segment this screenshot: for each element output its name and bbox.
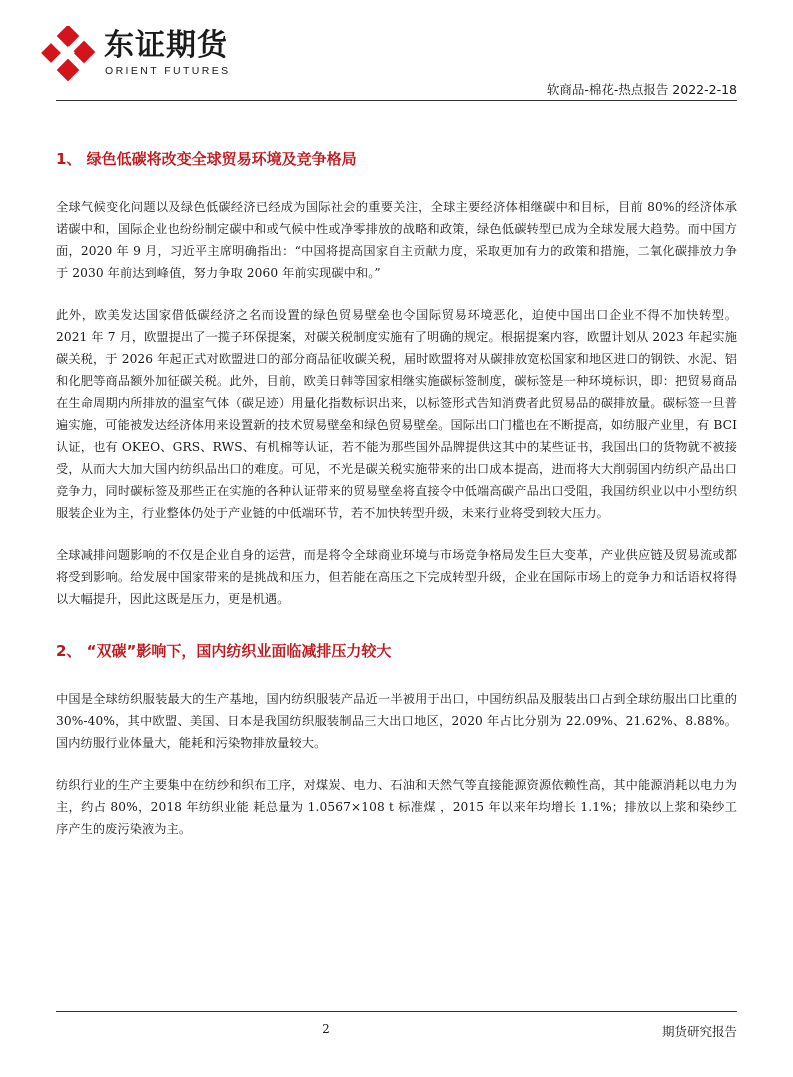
footer-label: 期货研究报告 bbox=[661, 1024, 737, 1039]
report-title: 软商品-棉花-热点报告 2022-2-18 bbox=[546, 82, 737, 97]
company-logo bbox=[40, 26, 260, 82]
paragraph: 此外，欧美发达国家借低碳经济之名而设置的绿色贸易壁垒也令国际贸易环境恶化，迫使中国出口企业不得不加快转型。2021 年 7 月，欧盟提出了一揽子环保提案，对碳关税制度实施有了明确的规定。根据提案内容，欧盟计划从 2023 年起实施碳关税，于 2026 年起正式对欧盟进口的部分商品征收碳关税，届时欧盟将对从碳排放宽松国家和地区进口的钢铁、水泥、铝和化肥等商品额外加征碳关税。此外，目前，欧美日韩等国家相继实施碳标签制度，碳标签是一种环境标识，即：把贸易商品在生命周期内所排放的温室气体（碳足迹）用量化指数标识出来，以标签形式告知消费者此贸易品的碳排放量。碳标签一旦普遍实施，可能被发达经济体用来设置新的技术贸易壁垒和绿色贸易壁垒。国际出口门槛也在不断提高，如纺服产业里，有 BCI 认证，也有 OKEO、GRS、RWS、有机棉等认证，若不能为那些国外品牌提供这其中的某些证书，我国出口的货物就不被接受，从而大大加大国内纺织品出口的难度。可见，不光是碳关税实施带来的出口成本提高，进而将大大削弱国内纺织产品出口竞争力，同时碳标签及那些正在实施的各种认证带来的贸易壁垒将直接令中低端高碳产品出口受阻，我国纺织业以中小型纺织服装企业为主，行业整体仍处于产业链的中低端环节，若不加快转型升级，未来行业将受到较大压力。 bbox=[56, 308, 737, 520]
logo-name-en: ORIENT FUTURES bbox=[105, 65, 231, 77]
paragraph: 纺织行业的生产主要集中在纺纱和织布工序，对煤炭、电力、石油和天然气等直接能源资源依赖性高，其中能源消耗以电力为主，约占 80%，2018 年纺织业能 耗总量为 1.0567×108 t 标准煤 ，2015 年以来年均增长 1.1%；排放以上浆和染纱工序产生的废污染液为主。 bbox=[56, 778, 737, 836]
section-heading: 2、 “双碳”影响下，国内纺织业面临减排压力较大 bbox=[56, 642, 392, 660]
section-2 bbox=[56, 640, 737, 840]
footer-divider bbox=[56, 1011, 737, 1012]
paragraph: 中国是全球纺织服装最大的生产基地，国内纺织服装产品近一半被用于出口，中国纺织品及服装出口占到全球纺服出口比重的 30%-40%，其中欧盟、美国、日本是我国纺织服装制品三大出口地区，2020 年占比分别为 22.09%、21.62%、8.88%。国内纺服行业体量大，能耗和污染物排放量较大。 bbox=[56, 692, 737, 750]
section-1 bbox=[56, 148, 737, 610]
header-divider bbox=[56, 100, 737, 101]
logo-mark-icon bbox=[40, 26, 96, 82]
page-number: 2 bbox=[322, 1022, 330, 1036]
section-heading: 1、 绿色低碳将改变全球贸易环境及竞争格局 bbox=[56, 150, 357, 168]
main-content bbox=[56, 148, 737, 860]
logo-name-cn: 东证期货 bbox=[104, 28, 228, 63]
paragraph: 全球减排问题影响的不仅是企业自身的运营，而是将令全球商业环境与市场竞争格局发生巨大变革，产业供应链及贸易流或都将受到影响。给发展中国家带来的是挑战和压力，但若能在高压之下完成转型升级，企业在国际市场上的竞争力和话语权将得以大幅提升，因此这既是压力，更是机遇。 bbox=[56, 548, 737, 606]
paragraph: 全球气候变化问题以及绿色低碳经济已经成为国际社会的重要关注，全球主要经济体相继碳中和目标，目前 80%的经济体承诺碳中和，国际企业也纷纷制定碳中和或气候中性或净零排放的战略和政策，绿色低碳转型已成为全球发展大趋势。而中国方面，2020 年 9 月，习近平主席明确指出：“中国将提高国家自主贡献力度，采取更加有力的政策和措施，二氧化碳排放力争于 2030 年前达到峰值，努力争取 2060 年前实现碳中和。” bbox=[56, 200, 737, 280]
